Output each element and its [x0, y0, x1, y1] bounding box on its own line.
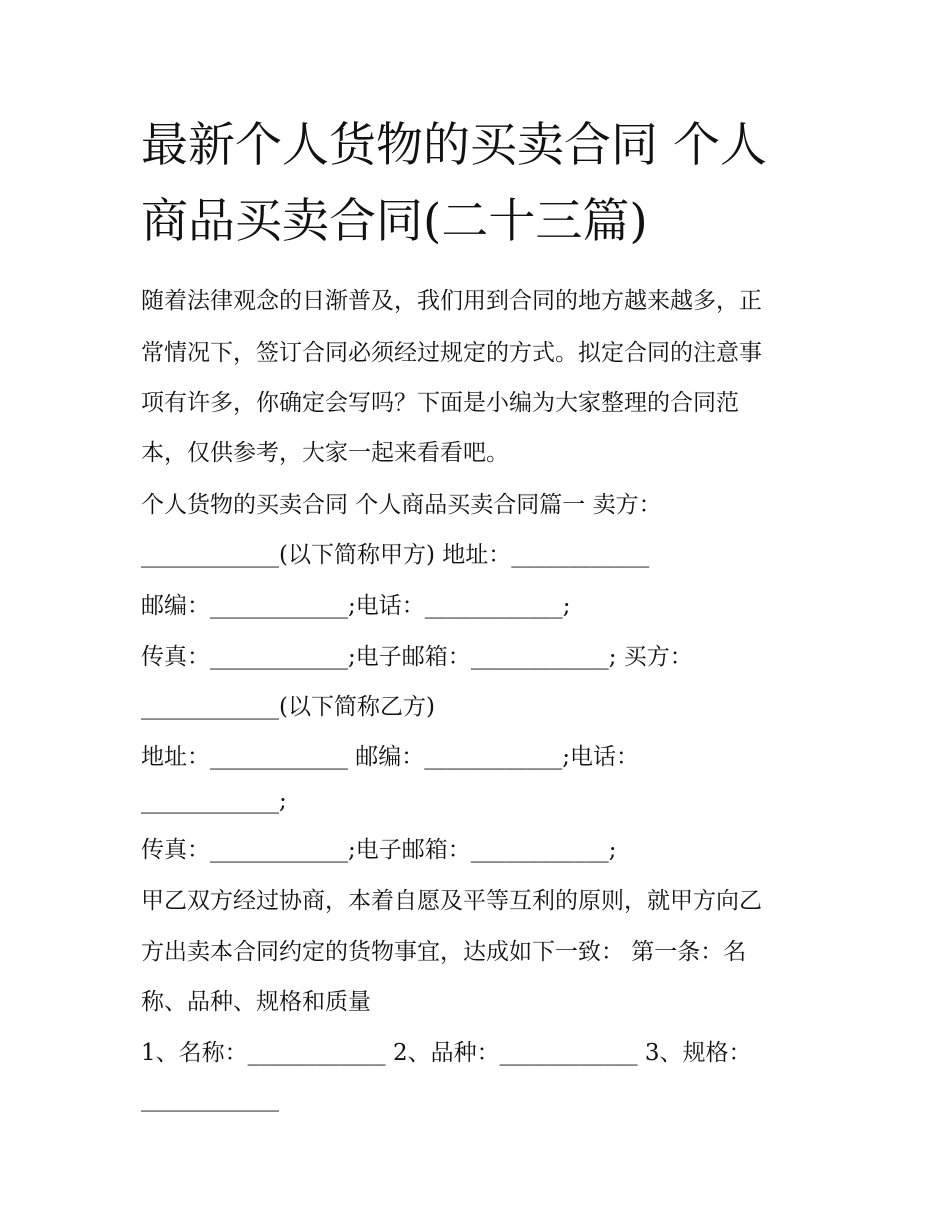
body-text-line: 方出卖本合同约定的货物事宜，达成如下一致： 第一条：名 — [141, 939, 747, 965]
section-heading-line: 个人货物的买卖合同 个人商品买卖合同篇一 卖方： — [141, 492, 662, 518]
buyer-phone-line: ____________; — [141, 788, 287, 814]
body-text-line: 常情况下，签订合同必须经过规定的方式。拟定合同的注意事 — [141, 340, 762, 366]
seller-fax-email-line: 传真：____________;电子邮箱：____________; 买方： — [141, 644, 693, 670]
goods-spec-blank-line: ____________ — [141, 1086, 279, 1112]
goods-spec-line: 1、名称：____________ 2、品种：____________ 3、规格： — [141, 1040, 752, 1066]
body-text-line: 甲乙双方经过协商，本着自愿及平等互利的原则，就甲方向乙 — [141, 888, 762, 914]
buyer-address-line: 地址：____________ 邮编：____________;电话： — [141, 744, 640, 770]
document-title-line-1: 最新个人货物的买卖合同 个人 — [141, 118, 767, 173]
body-text-line: 项有许多，你确定会写吗？下面是小编为大家整理的合同范 — [141, 390, 739, 416]
body-text-line: 本，仅供参考，大家一起来看看吧。 — [141, 440, 509, 466]
body-text-line: 称、品种、规格和质量 — [141, 989, 371, 1015]
seller-name-line: ____________(以下简称甲方) 地址：____________ — [141, 542, 650, 568]
seller-postcode-phone-line: 邮编：____________;电话：____________; — [141, 593, 571, 619]
buyer-fax-email-line: 传真：____________;电子邮箱：____________; — [141, 837, 617, 863]
body-text-line: 随着法律观念的日渐普及，我们用到合同的地方越来越多，正 — [141, 288, 762, 314]
buyer-name-line: ____________(以下简称乙方) — [141, 694, 435, 720]
document-title-line-2: 商品买卖合同(二十三篇) — [141, 194, 648, 249]
